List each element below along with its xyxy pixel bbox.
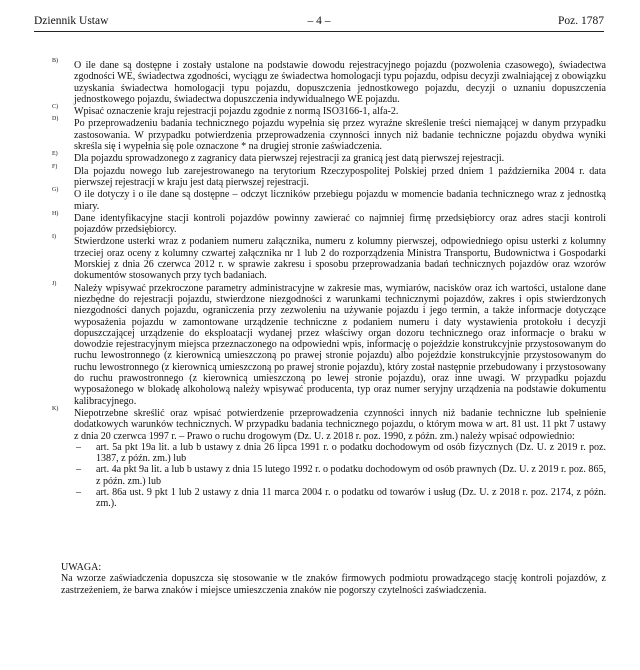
footnote-text: Stwierdzone usterki wraz z podaniem numeru załącznika, numeru z kolumny pierwszej, odpowiedniego opisu usterki z kolumny trzeciej oraz oceny z kolumny czwartej załącznika nr 1 lub 2 do rozporządzenia Ministra Transportu, Budownictwa i Gospodarki Morskiej z dnia 26 czerwca 2012 r. w sprawie zakresu i sposobu przeprowadzania badań technicznych pojazdów oraz wzorów dokumentów stosowanych przy tych badaniach. [74, 236, 606, 282]
footnote-text: Dane identyfikacyjne stacji kontroli pojazdów powinny zawierać co najmniej firmę przedsiębiorcy oraz adres stacji kontroli pojazdów przedsiębiorcy. [74, 212, 606, 236]
footnote-marker: I) [52, 234, 56, 241]
footnote-marker: B) [52, 58, 58, 64]
footnote-text: Dla pojazdu sprowadzonego z zagranicy data pierwszej rejestracji za granicą jest datą pierwszej rejestracji. [74, 153, 505, 165]
footnote-marker: H) [52, 210, 59, 217]
footnote-c [52, 104, 606, 118]
remark-section [61, 562, 606, 596]
list-item [74, 442, 606, 465]
footnote-text: Po przeprowadzeniu badania technicznego pojazdu wypełnia się przez wyraźne skreślenie treści niemającej w danym przypadku zastosowania. W przypadku potwierdzenia przeprowadzenia czynności innych niż badanie techniczne pojazdu obydwa wyniki skreśla się i wypełnia się pole oznaczone * na drugiej stronie zaświadczenia. [74, 118, 606, 153]
footnote-marker: K) [52, 405, 59, 412]
journal-title: Dziennik Ustaw [34, 15, 109, 27]
remark-text: Na wzorze zaświadczenia dopuszcza się stosowanie w tle znaków firmowych podmiotu prowadzącego stację kontroli pojazdów, z zastrzeżeniem, że barwa znaków i miejsce umieszczenia znaków nie pogorszy czytelności zaświadczenia. [61, 573, 606, 596]
footnote-marker: E) [52, 151, 58, 158]
footnote-marker: D) [52, 116, 59, 123]
footnote-text: Dla pojazdu nowego lub zarejestrowanego na terytorium Rzeczypospolitej Polskiej przed dniem 1 października 2004 r. data pierwszej rejestracji w kraju jest datą pierwszej rejestracji. [74, 165, 606, 188]
list-item-text: art. 5a pkt 19a lit. a lub b ustawy z dnia 26 lipca 1991 r. o podatku dochodowym od osób fizycznych (Dz. U. z 2019 r. poz. 1387, z późn. zm.) lub [96, 441, 606, 465]
footnote-h [52, 210, 606, 236]
footnote-k [52, 405, 606, 510]
footnote-text: Należy wpisywać przekroczone parametry administracyjne w zakresie mas, wymiarów, nacisków oraz ich wartości, ustalone dane niezbędne do rejestracji pojazdu, stwierdzone niezgodności z warunkami technicznymi pojazdów, zakres i opis stwierdzonych niezgodności danych pojazdu, ograniczenia przy zezwoleniu na używanie pojazdu i jego termin, a także informacje dotyczące wyposażenia pojazdu w zamontowane urządzenie techniczne z podaniem numeru i daty wystawienia protokołu i decyzji dopuszczającej urządzenie do eksploatacji wydanej przez właściwy organ dozoru technicznego oraz informacje o braku w dowodzie rejestracyjnym miejsca przeznaczonego na odpowiedni wpis, informację o pojeździe konstrukcyjnie przystosowanym do ruchu lewostronnego (z kierownicą umieszczoną po prawej stronie pojazdu) albo pojeździe konstrukcyjnie przystosowanym do ruchu lewostronnego (z kierownicą umieszczoną po prawej stronie pojazdu), który został następnie przebudowany i przystosowany do ruchu prawostronnego (z kierownicą umieszczoną po lewej stronie pojazdu), oraz inne uwagi. W przypadku pojazdu wyposażonego w blokadę alkoholową należy wpisywać producenta, typ oraz numer seryjny urządzenia na podstawie dokumentu kalibracyjnego. [74, 282, 606, 407]
dash-bullet: – [76, 486, 82, 498]
footnote-text: Niepotrzebne skreślić oraz wpisać potwierdzenie przeprowadzenia czynności innych niż badanie techniczne lub spełnienie dodatkowych warunków technicznych. W przypadku badania technicznego pojazdu, o którym mowa w art. 81 ust. 11 pkt 7 ustawy z dnia 20 czerwca 1997 r. – Prawo o ruchu drogowym (Dz. U. z 2018 r. poz. 1990, z późn. zm.) należy wpisać odpowiednio: [74, 407, 606, 442]
list-item [74, 464, 606, 487]
list-item [74, 487, 606, 510]
footnote-marker: F) [52, 163, 58, 170]
footnote-text: Wpisać oznaczenie kraju rejestracji pojazdu zgodnie z normą ISO3166-1, alfa-2. [74, 106, 399, 118]
tax-law-list [74, 442, 606, 510]
footnote-i [52, 234, 606, 282]
footnote-f [52, 163, 606, 189]
footnote-text: O ile dotyczy i o ile dane są dostępne – odczyt liczników przebiegu pojazdu w momencie badania technicznego wraz z jednostką miary. [74, 189, 606, 212]
footnote-marker: G) [52, 187, 59, 194]
position-number: Poz. 1787 [558, 15, 604, 27]
page-header [34, 14, 604, 28]
footnotes-section [52, 58, 606, 510]
footnote-marker: J) [52, 280, 57, 287]
header-rule [34, 31, 604, 32]
footnote-d [52, 116, 606, 153]
list-item-text: art. 86a ust. 9 pkt 1 lub 2 ustawy z dnia 11 marca 2004 r. o podatku od towarów i usług (Dz. U. z 2018 r. poz. 2174, z późn. zm.). [96, 486, 606, 510]
footnote-marker: C) [52, 104, 58, 111]
footnote-e [52, 151, 606, 165]
remark-heading: UWAGA: [61, 562, 102, 573]
dash-bullet: – [76, 441, 82, 453]
list-item-text: art. 4a pkt 9a lit. a lub b ustawy z dnia 15 lutego 1992 r. o podatku dochodowym od osób prawnych (Dz. U. z 2019 r. poz. 865, z późn. zm.) lub [96, 464, 606, 487]
footnote-text: O ile dane są dostępne i zostały ustalone na podstawie dowodu rejestracyjnego pojazdu (pozwolenia czasowego), świadectwa zgodności WE, świadectwa zgodności, wyciągu ze świadectwa homologacji typu pojazdu, odpisu decyzji zwalniającej z obowiązku uzyskania świadectwa homologacji typu pojazdu, dopuszczenia jednostkowego pojazdu, decyzji o uznaniu dopuszczenia jednostkowego pojazdu, świadectwa dopuszczenia indywidualnego WE pojazdu. [74, 60, 606, 105]
page-number: – 4 – [307, 15, 331, 27]
dash-bullet: – [76, 464, 82, 476]
footnote-j [52, 280, 606, 407]
footnote-b [52, 58, 606, 105]
footnote-g [52, 187, 606, 212]
